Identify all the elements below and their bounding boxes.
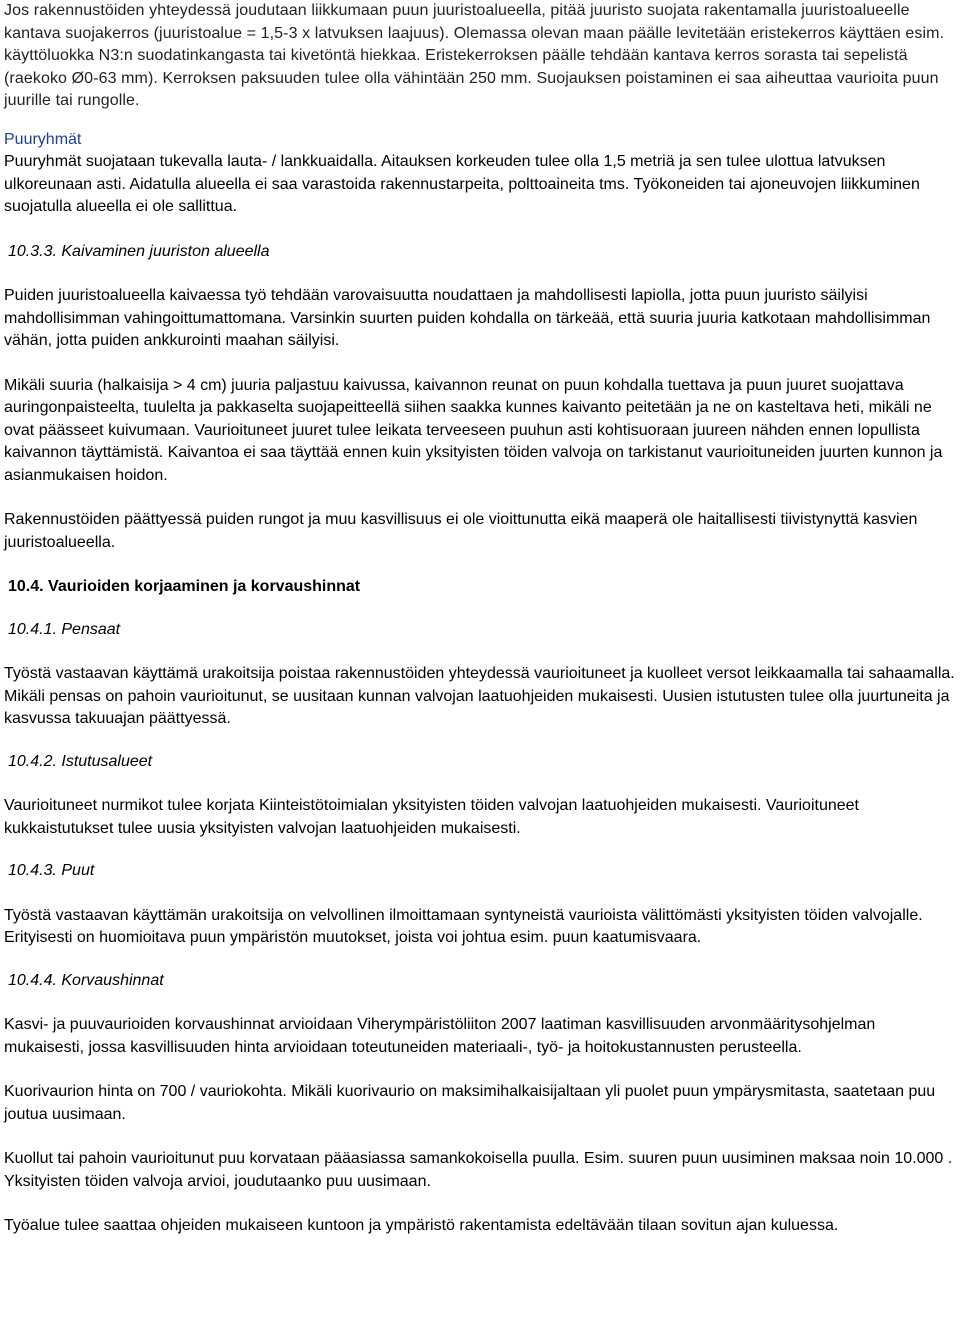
- istutusalueet-paragraph: Vaurioituneet nurmikot tulee korjata Kiinteistötoimialan yksityisten töiden valvojan laatuohjeiden mukaisesti. Vaurioituneet kukkaistutukset tulee uusia yksityisten valvojan laatuohjeiden mukaisesti.: [4, 797, 859, 837]
- intro-paragraph: Jos rakennustöiden yhteydessä joudutaan liikkumaan puun juuristoalueella, pitää juuristo suojata rakentamalla juuristoalueelle kantava suojakerros (juuristoalue = 1,5-3 x latvuksen laajuus). Olemassa olevan maan päälle levitetään eristekerros käyttäen esim. käyttöluokka N3:n suodatinkangasta tai kivetöntä hiekkaa. Eristekerroksen päälle tehdään kantava kerros sorasta tai sepelistä (raekoko Ø0-63 mm). Kerroksen paksuuden tulee olla vähintään 250 mm. Suojauksen poistaminen ei saa aiheuttaa vaurioita puun juurille tai rungolle.: [4, 2, 945, 109]
- korvaushinnat-paragraph-2: Kuorivaurion hinta on 700 / vauriokohta. Mikäli kuorivaurio on maksimihalkaisijaltaan yli puolet puun ympärysmitasta, saatetaan puu joutua uusimaan.: [4, 1083, 936, 1123]
- document-page: [4, 0, 956, 1238]
- section-heading-10-4-2: 10.4.2. Istutusalueet: [8, 752, 153, 770]
- korvaushinnat-paragraph-1: Kasvi- ja puuvaurioiden korvaushinnat arvioidaan Viherympäristöliiton 2007 laatiman kasvillisuuden arvonmääritysohjelman mukaisesti, jossa kasvillisuuden hinta arvioidaan toteutuneiden materiaali-, työ- ja hoitokustannusten perusteella.: [4, 1016, 876, 1056]
- kaivaminen-paragraph-3: Rakennustöiden päättyessä puiden rungot ja muu kasvillisuus ei ole vioittunutta eikä maaperä ole haitallisesti tiivistynyttä kasvien juuristoalueella.: [4, 511, 918, 551]
- section-heading-10-3-3: 10.3.3. Kaivaminen juuriston alueella: [8, 242, 270, 260]
- section-heading-10-4-1: 10.4.1. Pensaat: [8, 620, 121, 638]
- section-heading-10-4-3: 10.4.3. Puut: [8, 862, 95, 879]
- section-heading-10-4-4: 10.4.4. Korvaushinnat: [8, 971, 164, 989]
- section-heading-10-4: 10.4. Vaurioiden korjaaminen ja korvaushinnat: [8, 578, 361, 595]
- pensaat-paragraph: Työstä vastaavan käyttämä urakoitsija poistaa rakennustöiden yhteydessä vaurioituneet ja kuolleet versot leikkaamalla tai sahaamalla. Mikäli pensas on pahoin vaurioitunut, se uusitaan kunnan valvojan laatuohjeiden mukaisesti. Uusien istutusten tulee olla juurtuneita ja kasvussa takuuajan päättyessä.: [4, 665, 955, 727]
- korvaushinnat-paragraph-4: Työalue tulee saattaa ohjeiden mukaiseen kuntoon ja ympäristö rakentamista edeltävään tilaan sovitun ajan kuluessa.: [4, 1217, 839, 1234]
- puuryhmat-paragraph: Puuryhmät suojataan tukevalla lauta- / lankkuaidalla. Aitauksen korkeuden tulee olla 1,5 metriä ja sen tulee ulottua latvuksen ulkoreunaan asti. Aidatulla alueella ei saa varastoida rakennustarpeita, polttoaineita tms. Työkoneiden tai ajoneuvojen liikkuminen suojatulla alueella ei ole sallittua.: [4, 153, 920, 215]
- kaivaminen-paragraph-2: Mikäli suuria (halkaisija > 4 cm) juuria paljastuu kaivussa, kaivannon reunat on puun kohdalla tuettava ja puun juuret suojattava auringonpaisteelta, tuulelta ja pakkaselta suojapeitteellä siihen saakka kunnes kaivanto peitetään ja ne on kasteltava heti, mikäli ne ovat päässeet kuivumaan. Vaurioituneet juuret tulee leikata terveeseen puuhun asti kohtisuoraan juureen nähden ennen lopullista kaivannon täyttämistä. Kaivantoa ei saa täyttää ennen kuin yksityisten töiden valvoja on tarkistanut vaurioituneiden juurten kunnon ja asianmukaisen hoidon.: [4, 376, 943, 484]
- puuryhmat-heading: Puuryhmät: [4, 130, 82, 148]
- puut-paragraph: Työstä vastaavan käyttämän urakoitsija on velvollinen ilmoittamaan syntyneistä vaurioista välittömästi yksityisten töiden valvojalle. Erityisesti on huomioitava puun ympäristön muutokset, joista voi johtua esim. puun kaatumisvaara.: [4, 906, 923, 946]
- korvaushinnat-paragraph-3: Kuollut tai pahoin vaurioitunut puu korvataan pääasiassa samankokoisella puulla. Esim. suuren puun uusiminen maksaa noin 10.000 . Yksityisten töiden valvoja arvioi, joudutaanko puu uusimaan.: [4, 1150, 953, 1190]
- kaivaminen-paragraph-1: Puiden juuristoalueella kaivaessa työ tehdään varovaisuutta noudattaen ja mahdollisesti lapiolla, jotta puun juuristo säilyisi mahdollisimman vahingoittumattomana. Varsinkin suurten puiden kohdalla on tärkeää, että suuria juuria katkotaan mahdollisimman vähän, jotta puiden ankkurointi maahan säilyisi.: [4, 287, 931, 349]
